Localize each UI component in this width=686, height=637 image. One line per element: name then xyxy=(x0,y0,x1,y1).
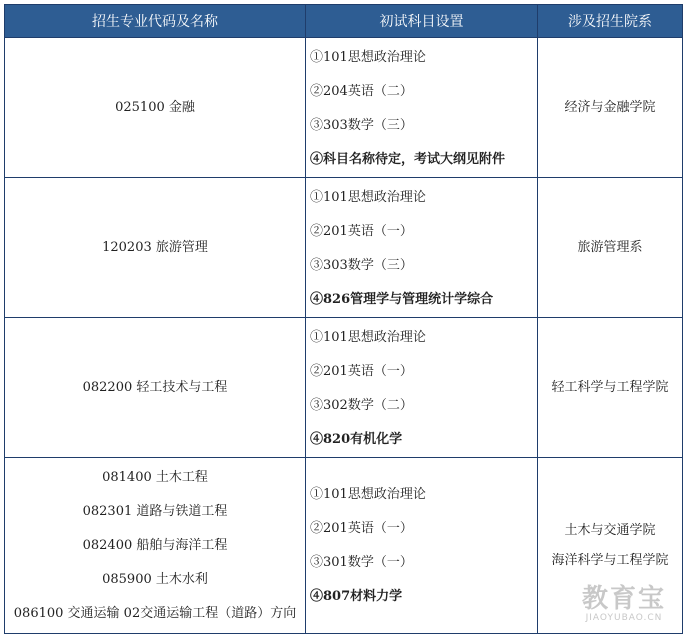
major-cell xyxy=(5,458,306,634)
subject-item: ③303数学（三） xyxy=(310,258,413,273)
subject-item: ③303数学（三） xyxy=(310,118,413,133)
college-name: 经济与金融学院 xyxy=(564,99,656,115)
subjects-cell xyxy=(306,38,538,178)
watermark-main: 教育宝 xyxy=(581,584,666,614)
major-name: 120203 旅游管理 xyxy=(102,239,208,255)
major-name: 082400 船舶与海洋工程 xyxy=(82,537,228,553)
major-name: 082200 轻工技术与工程 xyxy=(82,379,228,395)
major-name: 081400 土木工程 xyxy=(102,469,208,485)
table-row xyxy=(5,458,683,634)
college-cell xyxy=(538,318,683,458)
subject-item: ④826管理学与管理统计学综合 xyxy=(310,292,494,307)
header-row xyxy=(5,5,683,38)
table-row xyxy=(5,178,683,318)
header-major: 招生专业代码及名称 xyxy=(5,5,306,38)
major-name: 025100 金融 xyxy=(115,99,195,115)
subject-item: ④820有机化学 xyxy=(310,432,403,447)
major-name: 086100 交通运输 02交通运输工程（道路）方向 xyxy=(13,605,297,621)
college-name: 旅游管理系 xyxy=(577,239,643,255)
subject-item: ①101思想政治理论 xyxy=(310,486,426,502)
subjects-cell xyxy=(306,178,538,318)
subject-item: ④807材料力学 xyxy=(310,588,403,604)
subject-item: ②201英语（一） xyxy=(310,224,413,239)
subject-item: ①101思想政治理论 xyxy=(310,50,426,65)
subject-item: ①101思想政治理论 xyxy=(310,190,426,205)
watermark-sub: JIAOYUBAO.CN xyxy=(585,613,663,623)
subject-item: ③301数学（一） xyxy=(310,554,413,570)
major-cell xyxy=(5,38,306,178)
header-college: 涉及招生院系 xyxy=(538,5,683,38)
major-name: 085900 土木水利 xyxy=(102,571,208,587)
subject-item: ②201英语（一） xyxy=(310,520,413,536)
subject-item: ②201英语（一） xyxy=(310,364,413,379)
college-name: 轻工科学与工程学院 xyxy=(551,379,669,395)
major-name: 082301 道路与铁道工程 xyxy=(82,503,228,519)
major-cell xyxy=(5,318,306,458)
table-row xyxy=(5,318,683,458)
major-cell xyxy=(5,178,306,318)
college-cell xyxy=(538,38,683,178)
header-subjects: 初试科目设置 xyxy=(306,5,538,38)
subject-item: ④科目名称待定，考试大纲见附件 xyxy=(310,152,506,167)
college-name: 土木与交通学院 xyxy=(564,522,656,538)
subjects-cell xyxy=(306,318,538,458)
subject-item: ③302数学（二） xyxy=(310,398,413,413)
admissions-table xyxy=(4,4,683,634)
subjects-cell xyxy=(306,458,538,634)
subject-item: ②204英语（二） xyxy=(310,84,413,99)
watermark-logo xyxy=(582,585,666,623)
table-row xyxy=(5,38,683,178)
subject-item: ①101思想政治理论 xyxy=(310,330,426,345)
college-cell xyxy=(538,178,683,318)
college-name: 海洋科学与工程学院 xyxy=(551,552,669,568)
